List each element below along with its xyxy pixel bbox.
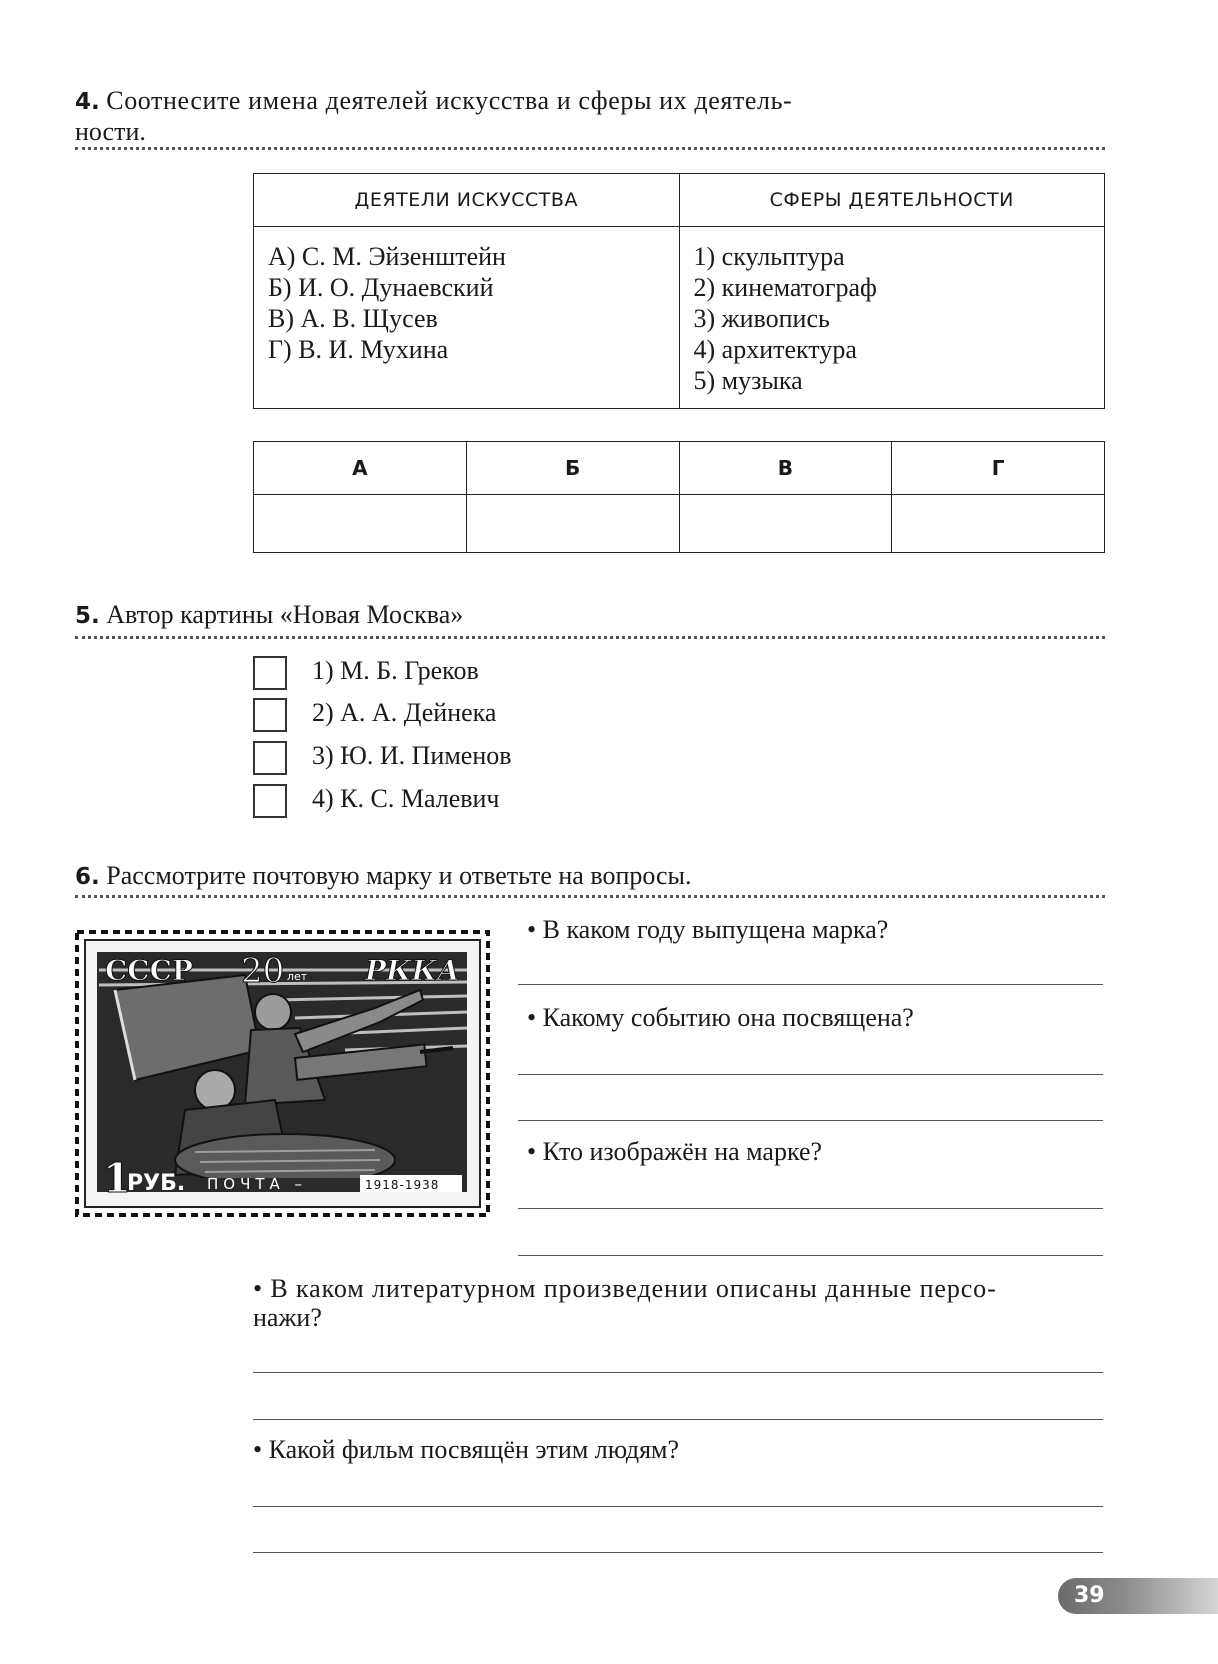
option-checkbox[interactable] <box>253 741 287 775</box>
sphere-item: 1) скульптура <box>693 242 845 271</box>
option-checkbox[interactable] <box>253 656 287 690</box>
answer-header-a: А <box>254 442 467 495</box>
page-number: 39 <box>1074 1583 1105 1608</box>
task5-number: 5. <box>75 603 100 629</box>
option-label: 2) А. А. Дейнека <box>312 698 497 727</box>
task6-text: Рассмотрите почтовую марку и ответьте на вопросы. <box>106 861 692 890</box>
stamp-value-text: 1 <box>103 1155 131 1202</box>
answer-header-b: Б <box>466 442 679 495</box>
task6-title <box>75 861 692 892</box>
stamp-value-unit: РУБ. <box>127 1171 186 1196</box>
task4-text-line1: Соотнесите имена деятелей искусства и сферы их деятель- <box>106 86 793 115</box>
sphere-item: 3) живопись <box>693 304 830 333</box>
artists-header: ДЕЯТЕЛИ ИСКУССТВА <box>254 174 680 227</box>
task4-number: 4. <box>75 89 100 115</box>
answer-cell-v[interactable] <box>679 495 892 553</box>
stamp-years-word: лет <box>287 970 308 983</box>
task6-dotted-rule <box>75 895 1105 898</box>
artist-item: Б) И. О. Дунаевский <box>268 273 494 302</box>
artist-item: В) А. В. Щусев <box>268 304 438 333</box>
answer-cell-g[interactable] <box>892 495 1105 553</box>
answer-cell-a[interactable] <box>254 495 467 553</box>
spheres-header: СФЕРЫ ДЕЯТЕЛЬНОСТИ <box>679 174 1105 227</box>
artists-list <box>254 227 680 409</box>
answer-line[interactable] <box>253 1506 1103 1507</box>
task5-text: Автор картины «Новая Москва» <box>106 600 464 629</box>
sphere-item: 4) архитектура <box>693 335 857 364</box>
question-literature <box>253 1274 1105 1332</box>
answer-table <box>253 441 1105 553</box>
answer-line[interactable] <box>253 1419 1103 1420</box>
option-label: 1) М. Б. Греков <box>312 656 479 685</box>
option-label: 3) Ю. И. Пименов <box>312 741 512 770</box>
answer-header-g: Г <box>892 442 1105 495</box>
artist-item: А) С. М. Эйзенштейн <box>268 242 506 271</box>
postage-stamp-image <box>75 930 490 1217</box>
artist-item: Г) В. И. Мухина <box>268 335 449 364</box>
stamp-years-text: 1918-1938 <box>365 1178 440 1192</box>
answer-line[interactable] <box>518 1120 1103 1121</box>
task5-dotted-rule <box>75 636 1105 639</box>
spheres-list <box>679 227 1105 409</box>
question-who: • Кто изображён на марке? <box>527 1137 823 1166</box>
answer-line[interactable] <box>518 1255 1103 1256</box>
question-year: • В каком году выпущена марка? <box>527 915 889 944</box>
question-film: • Какой фильм посвящён этим людям? <box>253 1435 680 1464</box>
task5-title <box>75 600 463 631</box>
matching-table <box>253 173 1105 409</box>
answer-line[interactable] <box>518 984 1103 985</box>
stamp-ussr-text: СССР <box>105 954 193 987</box>
task4-title <box>75 86 935 147</box>
task6-number: 6. <box>75 864 100 890</box>
answer-line[interactable] <box>518 1074 1103 1075</box>
question-literature-line1: • В каком литературном произведении описаны данные персо- <box>253 1274 997 1303</box>
option-checkbox[interactable] <box>253 784 287 818</box>
stamp-20-text: 20 <box>241 951 285 991</box>
sphere-item: 5) музыка <box>693 366 803 395</box>
task4-text-line2: ности. <box>75 117 146 146</box>
option-checkbox[interactable] <box>253 698 287 732</box>
task4-dotted-rule <box>75 147 1105 150</box>
stamp-rkka-text: РККА <box>365 954 460 987</box>
option-label: 4) К. С. Малевич <box>312 784 500 813</box>
answer-cell-b[interactable] <box>466 495 679 553</box>
question-event: • Какому событию она посвящена? <box>527 1003 914 1032</box>
answer-header-v: В <box>679 442 892 495</box>
answer-line[interactable] <box>518 1208 1103 1209</box>
stamp-post-text: ПОЧТА – <box>207 1175 308 1193</box>
sphere-item: 2) кинематограф <box>693 273 877 302</box>
question-literature-line2: нажи? <box>253 1303 322 1332</box>
answer-line[interactable] <box>253 1372 1103 1373</box>
answer-line[interactable] <box>253 1552 1103 1553</box>
